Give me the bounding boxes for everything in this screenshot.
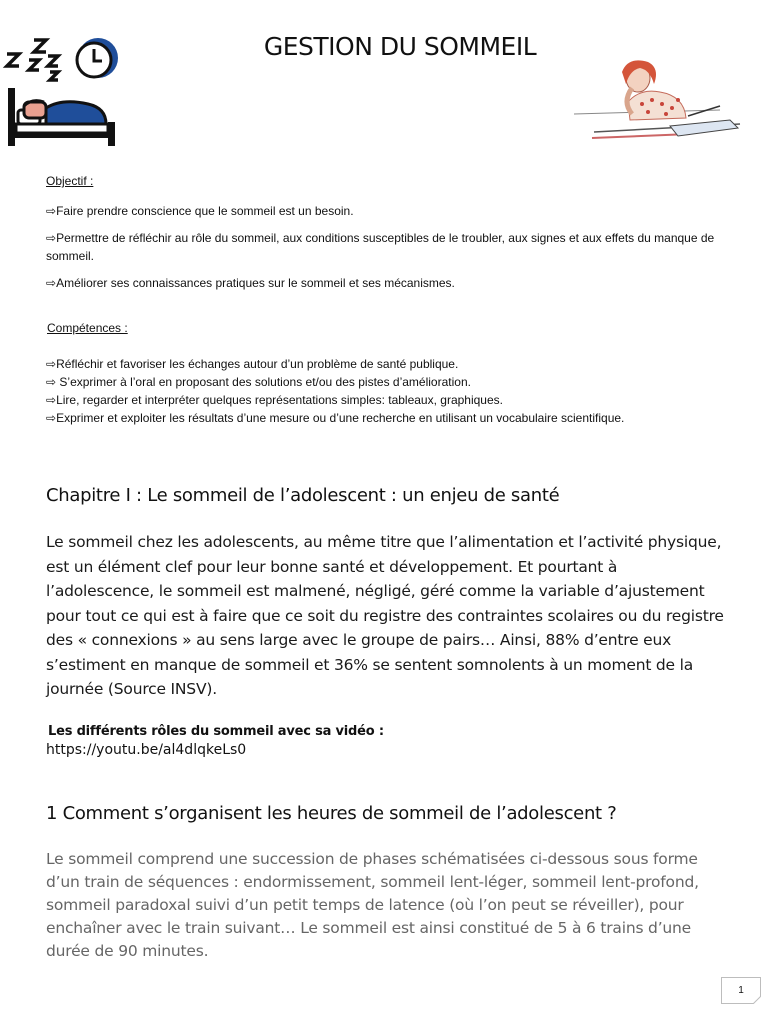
competence-item: ⇨Exprimer et exploiter les résultats d’une mesure ou d’une recherche en utilisant un vocabulaire scientifique. — [46, 411, 625, 425]
arrow-right-icon: ⇨ — [46, 393, 57, 407]
competence-item: ⇨ S’exprimer à l’oral en proposant des solutions et/ou des pistes d’amélioration. — [46, 375, 471, 389]
competences-list — [46, 355, 716, 427]
page-number: 1 — [721, 977, 761, 1004]
tired-student-drawing — [570, 58, 742, 142]
arrow-right-icon: ⇨ — [46, 231, 57, 245]
competence-item: ⇨Réfléchir et favoriser les échanges autour d’un problème de santé publique. — [46, 357, 459, 371]
section-paragraph: Le sommeil comprend une succession de phases schématisées ci-dessous sous forme d’un train de séquences : endormissement, sommeil lent-léger, sommeil lent-profond, sommeil paradoxal suivi d’un petit temps de latence (où l’on peut se réveiller), pour enchaîner avec le train suivant… Le sommeil est ainsi constitué de 5 à 6 trains d’une durée de 90 minutes. — [46, 850, 699, 960]
page-title: GESTION DU SOMMEIL — [263, 32, 537, 61]
competences-heading: Compétences : — [47, 321, 128, 335]
objectif-item: ⇨Faire prendre conscience que le sommeil est un besoin. — [46, 204, 354, 218]
arrow-right-icon: ⇨ — [46, 276, 57, 290]
arrow-right-icon: ⇨ — [46, 375, 57, 389]
competence-item: ⇨Lire, regarder et interpréter quelques représentations simples: tableaux, graphiques. — [46, 393, 503, 407]
chapter-title: Chapitre I : Le sommeil de l’adolescent : un enjeu de santé — [46, 485, 560, 506]
sleeping-person-clock-icon — [2, 36, 122, 148]
arrow-right-icon: ⇨ — [46, 204, 57, 218]
objectif-item: ⇨Permettre de réfléchir au rôle du sommeil, aux conditions susceptibles de le troubler, aux signes et aux effets du manque de sommeil. — [46, 231, 715, 263]
objectif-heading: Objectif : — [46, 174, 94, 188]
chapter-paragraph: Le sommeil chez les adolescents, au même titre que l’alimentation et l’activité physique, est un élément clef pour leur bonne santé et développement. Et pourtant à l’adolescence, le sommeil est malmené, négligé, géré comme la variable d’ajustement pour tout ce qui est à faire que ce soit du registre des contraintes scolaires ou du registre des « connexions » au sens large avec le groupe de pairs… Ainsi, 88% d’entre eux s’estiment en manque de sommeil et 36% se sentent somnolents à un moment de la journée (Source INSV). — [46, 533, 724, 698]
section-title: 1 Comment s’organisent les heures de sommeil de l’adolescent ? — [46, 803, 617, 824]
arrow-right-icon: ⇨ — [46, 411, 57, 425]
video-label: Les différents rôles du sommeil avec sa vidéo : — [48, 724, 384, 739]
objectif-item: ⇨Améliorer ses connaissances pratiques sur le sommeil et ses mécanismes. — [46, 276, 455, 290]
arrow-right-icon: ⇨ — [46, 357, 57, 371]
video-link[interactable]: https://youtu.be/al4dlqkeLs0 — [46, 742, 247, 758]
page-curl-icon — [753, 996, 761, 1004]
objectif-list — [46, 202, 716, 301]
